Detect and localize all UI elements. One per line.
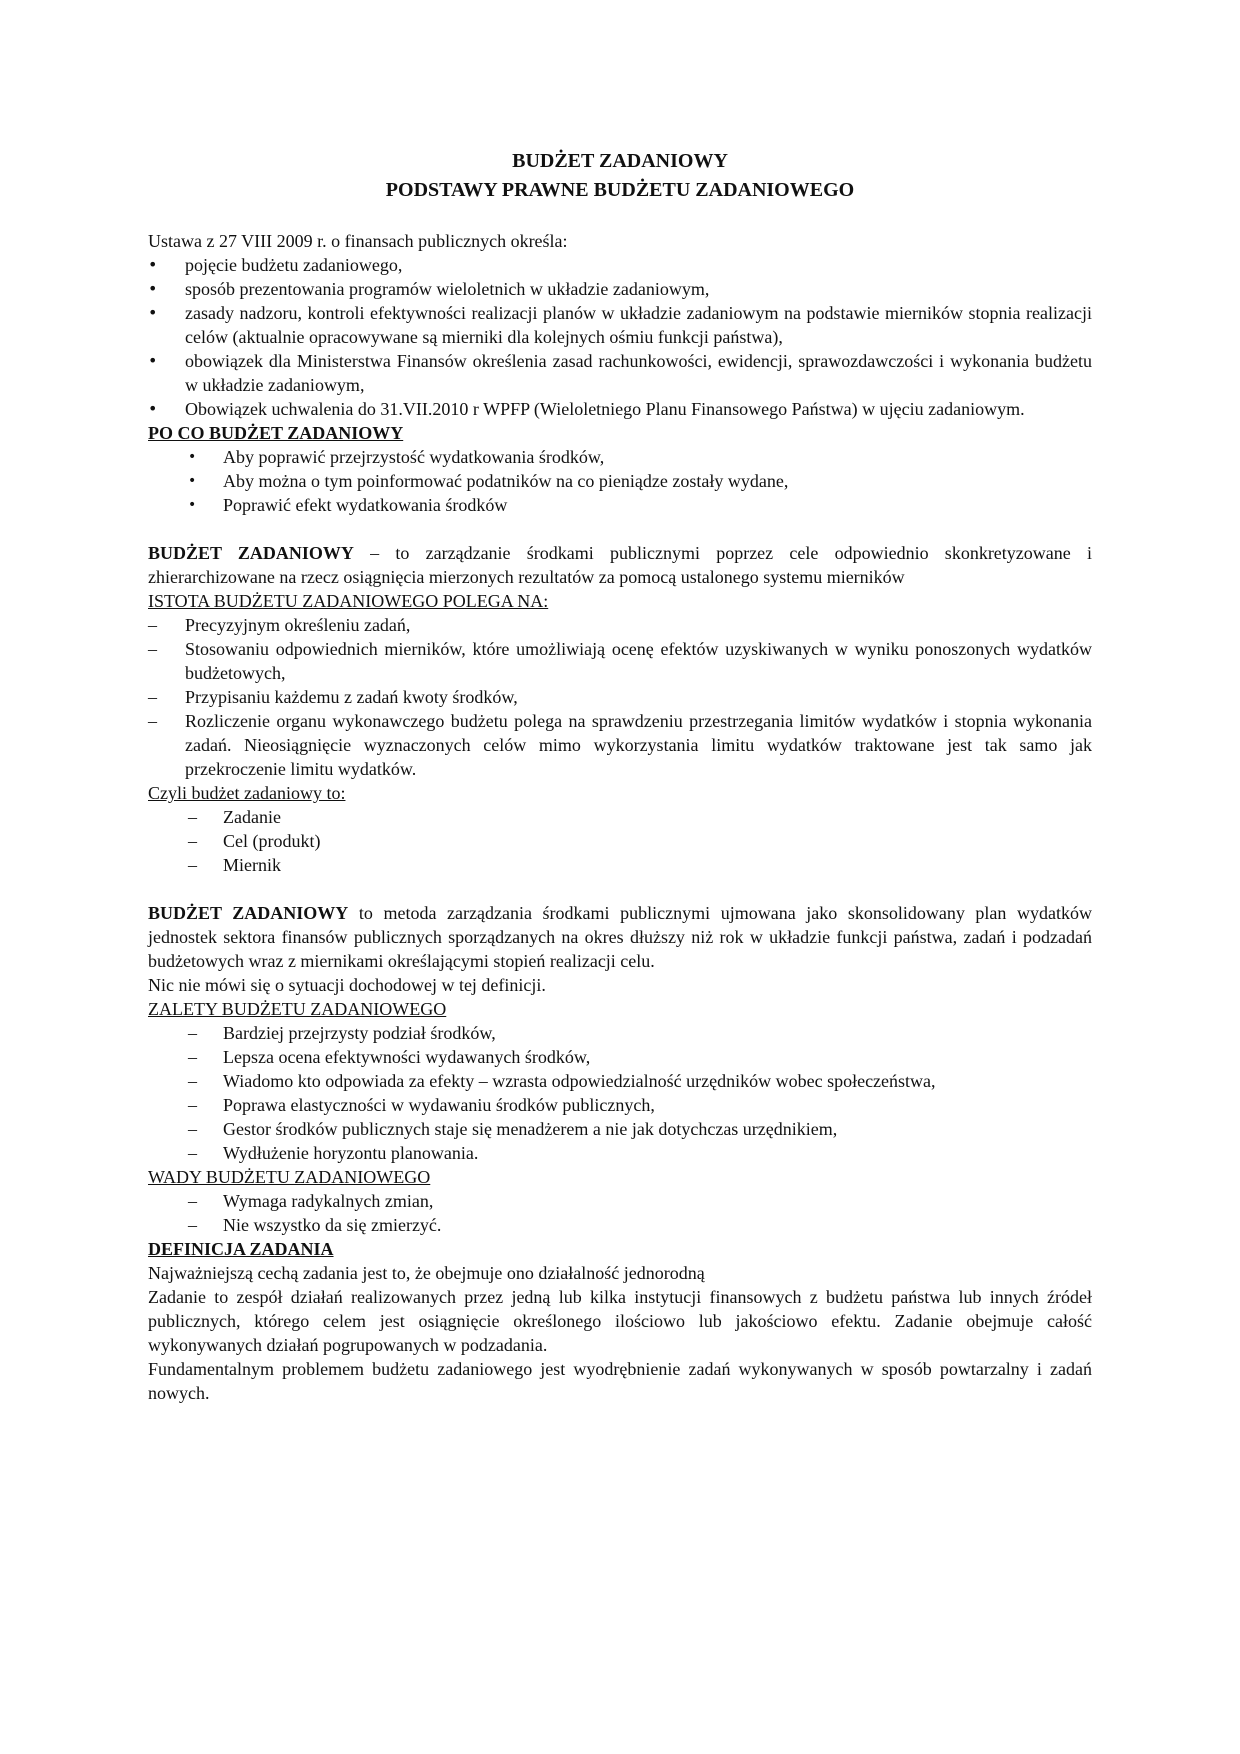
list-item: • Aby poprawić przejrzystość wydatkowania środków, [148, 445, 1092, 469]
zalety-heading: ZALETY BUDŻETU ZADANIOWEGO [148, 999, 447, 1019]
list-item: – Bardziej przejrzysty podział środków, [148, 1021, 1092, 1045]
intro-list [148, 253, 1092, 421]
definition-paragraph-2 [148, 901, 1092, 973]
list-item: – Wiadomo kto odpowiada za efekty – wzrasta odpowiedzialność urzędników wobec społeczeństwa, [148, 1069, 1092, 1093]
intro-text: Ustawa z 27 VIII 2009 r. o finansach publicznych określa: [148, 231, 568, 251]
istota-heading: ISTOTA BUDŻETU ZADANIOWEGO POLEGA NA: [148, 591, 549, 611]
definicja-paragraph: Fundamentalnym problemem budżetu zadaniowego jest wyodrębnienie zadań wykonywanych w sposób powtarzalny i zadań nowych. [148, 1359, 1092, 1403]
po-co-list [148, 445, 1092, 517]
list-item: – Wymaga radykalnych zmian, [148, 1189, 1092, 1213]
list-item: – Cel (produkt) [148, 829, 1092, 853]
definition-note: Nic nie mówi się o sytuacji dochodowej w tej definicji. [148, 975, 546, 995]
list-item: – Gestor środków publicznych staje się menadżerem a nie jak dotychczas urzędnikiem, [148, 1117, 1092, 1141]
list-item: – Przypisaniu każdemu z zadań kwoty środków, [148, 685, 1092, 709]
czyli-heading: Czyli budżet zadaniowy to: [148, 783, 346, 803]
list-item: • zasady nadzoru, kontroli efektywności realizacji planów w układzie zadaniowym na podstawie mierników stopnia realizacji celów (aktualnie opracowywane są mierniki dla kolejnych ośmiu funkcji państwa), [148, 301, 1092, 349]
document-content [148, 147, 1092, 1405]
list-item: – Stosowaniu odpowiednich mierników, które umożliwiają ocenę efektów uzyskiwanych w wyniku ponoszonych wydatków budżetowych, [148, 637, 1092, 685]
list-item: – Zadanie [148, 805, 1092, 829]
definition-lead: BUDŻET ZADANIOWY [148, 543, 354, 563]
list-item: • obowiązek dla Ministerstwa Finansów określenia zasad rachunkowości, ewidencji, sprawozdawczości i wykonania budżetu w układzie zadaniowym, [148, 349, 1092, 397]
definicja-heading: DEFINICJA ZADANIA [148, 1239, 334, 1259]
list-item: • Obowiązek uchwalenia do 31.VII.2010 r WPFP (Wieloletniego Planu Finansowego Państwa) w ujęciu zadaniowym. [148, 397, 1092, 421]
definition-paragraph-1 [148, 541, 1092, 589]
document-title: BUDŻET ZADANIOWY [512, 150, 728, 172]
document-subtitle: PODSTAWY PRAWNE BUDŻETU ZADANIOWEGO [385, 179, 855, 201]
list-item: – Precyzyjnym określeniu zadań, [148, 613, 1092, 637]
list-item: – Poprawa elastyczności w wydawaniu środków publicznych, [148, 1093, 1092, 1117]
list-item: – Rozliczenie organu wykonawczego budżetu polega na sprawdzeniu przestrzegania limitów wydatków i stopnia wykonania zadań. Nieosiągnięcie wyznaczonych celów mimo wykorzystania limitu wydatków traktowane jest tak samo jak przekroczenie limitu wydatków. [148, 709, 1092, 781]
list-item: • Aby można o tym poinformować podatników na co pieniądze zostały wydane, [148, 469, 1092, 493]
po-co-heading: PO CO BUDŻET ZADANIOWY [148, 423, 404, 443]
definicja-paragraph: Najważniejszą cechą zadania jest to, że obejmuje ono działalność jednorodną [148, 1263, 705, 1283]
istota-list [148, 613, 1092, 781]
definicja-paragraph: Zadanie to zespół działań realizowanych przez jedną lub kilka instytucji finansowych z budżetu państwa lub innych źródeł publicznych, którego celem jest osiągnięcie określonego ilościowo lub jakościowo efektu. Zadanie obejmuje całość wykonywanych działań pogrupowanych w podzadania. [148, 1287, 1092, 1355]
zalety-list [148, 1021, 1092, 1165]
list-item: – Nie wszystko da się zmierzyć. [148, 1213, 1092, 1237]
list-item: – Wydłużenie horyzontu planowania. [148, 1141, 1092, 1165]
definition-text: to metoda zarządzania środkami publicznymi ujmowana jako skonsolidowany plan wydatków jednostek sektora finansów publicznych sporządzanych na okres dłuższy niż rok w układzie funkcji państwa, zadań i podzadań budżetowych wraz z miernikami określającymi stopień realizacji celu. [148, 903, 1092, 971]
list-item: – Lepsza ocena efektywności wydawanych środków, [148, 1045, 1092, 1069]
wady-list [148, 1189, 1092, 1237]
list-item: • pojęcie budżetu zadaniowego, [148, 253, 1092, 277]
wady-heading: WADY BUDŻETU ZADANIOWEGO [148, 1167, 431, 1187]
definition-text: – to zarządzanie środkami publicznymi poprzez cele odpowiednio skonkretyzowane i zhierarchizowane na rzecz osiągnięcia mierzonych rezultatów za pomocą ustalonego systemu mierników [148, 543, 1092, 587]
definition-lead: BUDŻET ZADANIOWY [148, 903, 349, 923]
list-item: • Poprawić efekt wydatkowania środków [148, 493, 1092, 517]
list-item: • sposób prezentowania programów wieloletnich w układzie zadaniowym, [148, 277, 1092, 301]
czyli-list [148, 805, 1092, 877]
list-item: – Miernik [148, 853, 1092, 877]
